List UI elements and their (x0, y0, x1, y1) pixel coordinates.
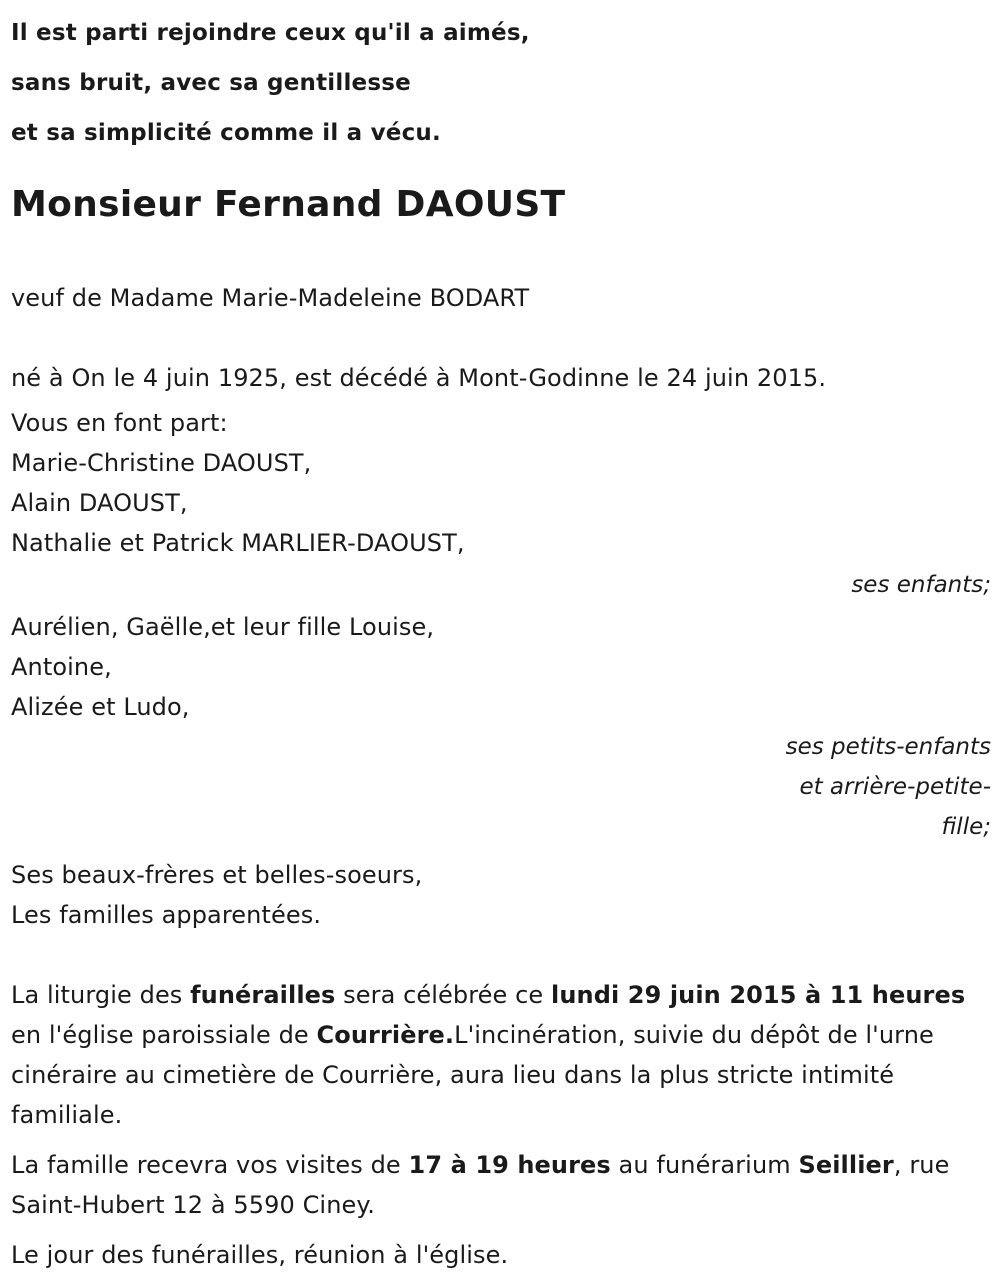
list-item: Nathalie et Patrick MARLIER-DAOUST, (11, 529, 465, 557)
text-run: sera célébrée ce (335, 981, 552, 1009)
text-run: La famille recevra vos visites de (11, 1151, 409, 1179)
grandchildren-role (11, 727, 991, 847)
role-line: ses petits-enfants (785, 734, 991, 760)
deceased-name: Monsieur Fernand DAOUST (11, 184, 566, 225)
children-list (11, 443, 991, 563)
visits-paragraph (11, 1145, 991, 1225)
list-item: Aurélien, Gaëlle,et leur fille Louise, (11, 613, 435, 641)
obituary-notice (11, 0, 991, 1275)
list-item: Marie-Christine DAOUST, (11, 449, 312, 477)
quote-line: sans bruit, avec sa gentillesse (11, 70, 411, 96)
grandchildren-list (11, 607, 991, 727)
text-run: au funérarium (610, 1151, 799, 1179)
widow-line: veuf de Madame Marie-Madeleine BODART (11, 284, 530, 312)
role-line: et arrière-petite- (799, 774, 991, 800)
children-role: ses enfants; (851, 572, 991, 598)
list-item: Les familles apparentées. (11, 901, 322, 929)
funeral-date: lundi 29 juin 2015 à 11 heures (551, 981, 966, 1009)
list-item: Ses beaux-frères et belles-soeurs, (11, 861, 423, 889)
role-line: fille; (941, 814, 991, 840)
funeral-place: Courrière. (316, 1021, 455, 1049)
text-run: La liturgie des (11, 981, 191, 1009)
relatives-list (11, 855, 991, 935)
text-run: L'incinération, suivie du dépôt de l'urne cinéraire au cimetière de Courrière, aura lieu dans la plus stricte intimité familiale. (11, 1021, 934, 1129)
meeting-line: Le jour des funérailles, réunion à l'église. (11, 1241, 509, 1269)
quote-line: et sa simplicité comme il a vécu. (11, 120, 441, 146)
text-run: en l'église paroissiale de (11, 1021, 317, 1049)
visit-hours: 17 à 19 heures (408, 1151, 611, 1179)
bold-run: funérailles (190, 981, 336, 1009)
text-run: , rue Saint-Hubert 12 à 5590 Ciney. (11, 1151, 950, 1219)
epitaph-quote (11, 0, 991, 158)
announce-label: Vous en font part: (11, 409, 228, 437)
list-item: Alizée et Ludo, (11, 693, 190, 721)
birth-death-line: né à On le 4 juin 1925, est décédé à Mont-Godinne le 24 juin 2015. (11, 364, 827, 392)
list-item: Antoine, (11, 653, 112, 681)
quote-line: Il est parti rejoindre ceux qu'il a aimés, (11, 20, 530, 46)
funerarium-name: Seillier (798, 1151, 894, 1179)
funeral-paragraph (11, 975, 991, 1135)
list-item: Alain DAOUST, (11, 489, 188, 517)
